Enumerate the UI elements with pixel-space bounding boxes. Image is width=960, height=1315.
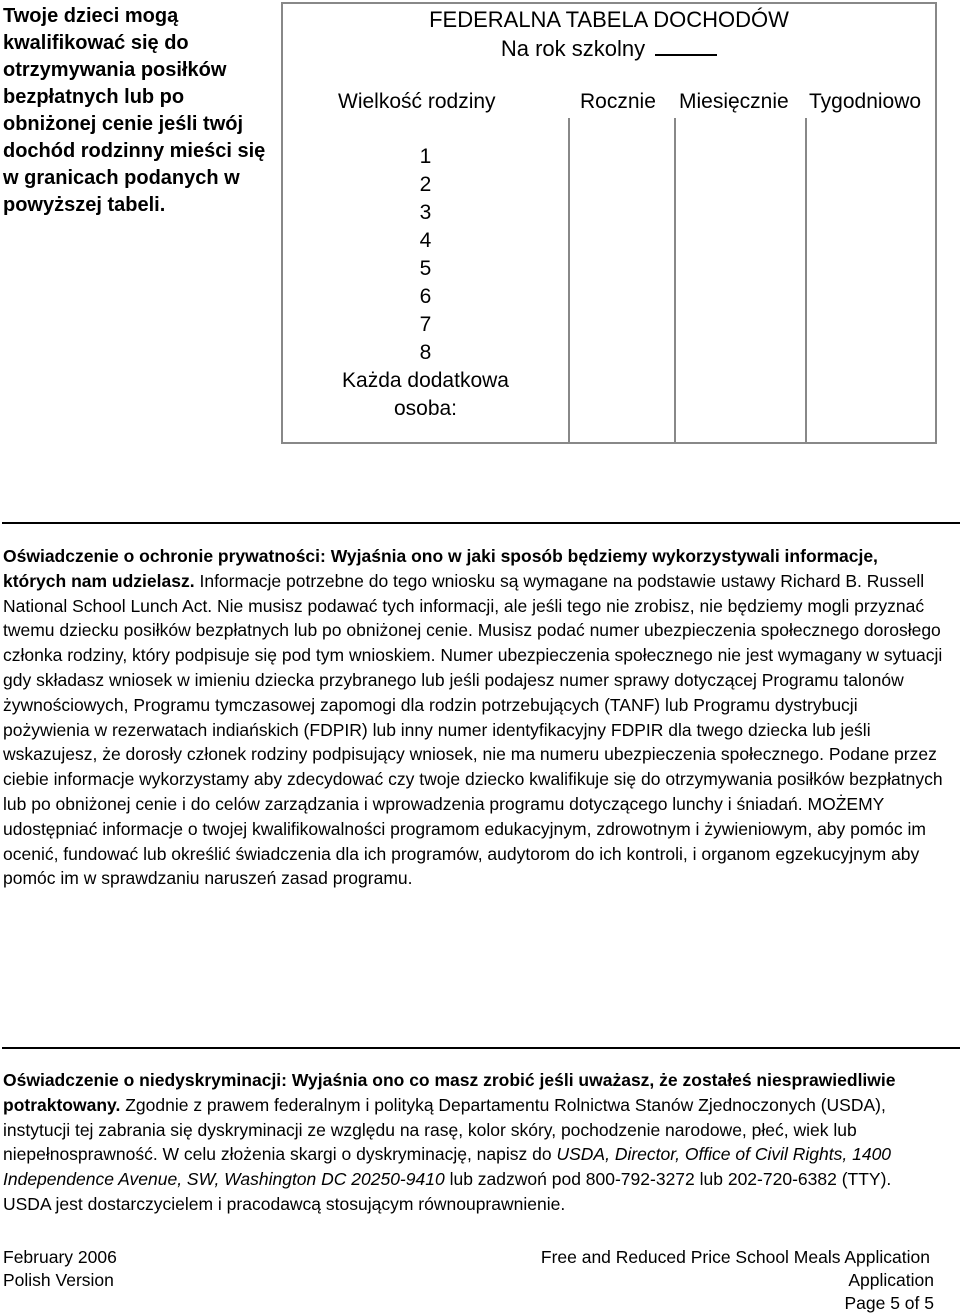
family-size-5: 5 [419, 257, 432, 280]
table-subtitle [283, 36, 935, 62]
family-size-1: 1 [419, 145, 432, 168]
column-divider [674, 118, 676, 442]
school-year-blank [655, 36, 717, 56]
nondiscrimination-body-2: lub zadzwoń pod 800-792-3272 lub 202-720-6382 (TTY). USDA jest dostarczycielem i pracodawcą stosującym równouprawnienie. [3, 1169, 892, 1214]
col-yearly: Rocznie [580, 90, 656, 113]
usda-address: USDA, Director, Office of Civil Rights, 1400 Independence Avenue, SW, Washington DC 20250-9410 [3, 1144, 892, 1190]
col-monthly: Miesięcznie [679, 90, 789, 113]
col-family-size: Wielkość rodziny [338, 90, 496, 113]
family-size-3: 3 [419, 201, 432, 224]
family-size-4: 4 [419, 229, 432, 252]
nondiscrimination-heading: Oświadczenie o niedyskryminacji: Wyjaśnia ono co masz zrobić jeśli uważasz, że zostałeś niesprawiedliwie potraktowany. [3, 1070, 896, 1115]
divider [2, 1047, 960, 1049]
footer-page-number: Page 5 of 5 [844, 1293, 934, 1313]
footer-application: Application [848, 1270, 934, 1290]
divider [2, 522, 960, 524]
privacy-heading: Oświadczenie o ochronie prywatności: Wyjaśnia ono w jaki sposób będziemy wykorzystywali informacje, których nam udzielasz. [3, 546, 878, 591]
extra-person-label: Każda dodatkowa [342, 369, 509, 392]
intro-text: Twoje dzieci mogą kwalifikować się do otrzymywania posiłków bezpłatnych lub po obniżonej cenie jeśli twój dochód rodzinny mieści się w granicach podanych w powyższej tabeli. [3, 5, 266, 216]
privacy-body: Informacje potrzebne do tego wniosku są wymagane na podstawie ustawy Richard B. Russell National School Lunch Act. Nie musisz podawać tych informacji, ale jeśli tego nie zrobisz, nie będziemy mogli przyznać twemu dziecku posiłków bezpłatnych lub po obniżonej cenie. Musisz podać numer ubezpieczenia społecznego dorosłego członka rodziny, który podpisuje się pod tym wnioskiem. Numer ubezpieczenia społecznego nie jest wymagany w sytuacji gdy składasz wniosek w imieniu dziecka przybranego lub jeśli podajesz numer sprawy dotyczącej Programu talonów żywnościowych, Programu tymczasowej zapomogi dla rodzin potrzebujących (TANF) lub Programu dystrybucji pożywienia w rezerwatach indiańskich (FDPIR) lub inny numer identyfikacyjny FDPIR dla twego dziecka lub jeśli wskazujesz, że dorosły członek rodziny podpisujący wniosek, nie ma numeru ubezpieczenia społecznego. Podane przez ciebie informacje wykorzystamy aby zdecydować czy twoje dziecko kwalifikuje się do otrzymywania posiłków bezpłatnych lub po obniżonej cenie i do celów zarządzania i wprowadzenia programu dotyczącego lunchy i śniadań. MOŻEMY udostępniać informacje o twojej kwalifikowalności programom edukacyjnym, zdrowotnym i żywieniowym, aby pomóc im ocenić, fundować lub określić świadczenia dla ich programów, audytorom do ich kontroli, i organom egzekucyjnym aby pomóc im w sprawdzaniu naruszeń zasad programu. [3, 570, 943, 889]
column-divider [568, 118, 570, 442]
family-size-8: 8 [419, 341, 432, 364]
family-size-6: 6 [419, 285, 432, 308]
income-table [281, 2, 937, 444]
footer-date: February 2006 [3, 1247, 117, 1267]
footer-version: Polish Version [3, 1270, 114, 1290]
family-size-2: 2 [419, 173, 432, 196]
nondiscrimination-statement [3, 1068, 943, 1217]
family-size-7: 7 [419, 313, 432, 336]
nondiscrimination-body: Zgodnie z prawem federalnym i polityką Departamentu Rolnictwa Stanów Zjednoczonych (USDA), instytucji tej zabrania się dyskryminacji ze względu na rasę, kolor skóry, pochodzenie narodowe, płeć, wiek lub niepełnosprawność. W celu złożenia skargi o dyskryminację, napisz do [3, 1094, 886, 1165]
col-weekly: Tygodniowo [809, 90, 922, 113]
school-year-label: Na rok szkolny [500, 36, 646, 61]
privacy-statement [3, 544, 943, 891]
footer-form-title: Free and Reduced Price School Meals Application [540, 1247, 930, 1267]
table-title: FEDERALNA TABELA DOCHODÓW [429, 7, 789, 32]
extra-person-label-2: osoba: [393, 397, 458, 420]
column-divider [805, 118, 807, 442]
